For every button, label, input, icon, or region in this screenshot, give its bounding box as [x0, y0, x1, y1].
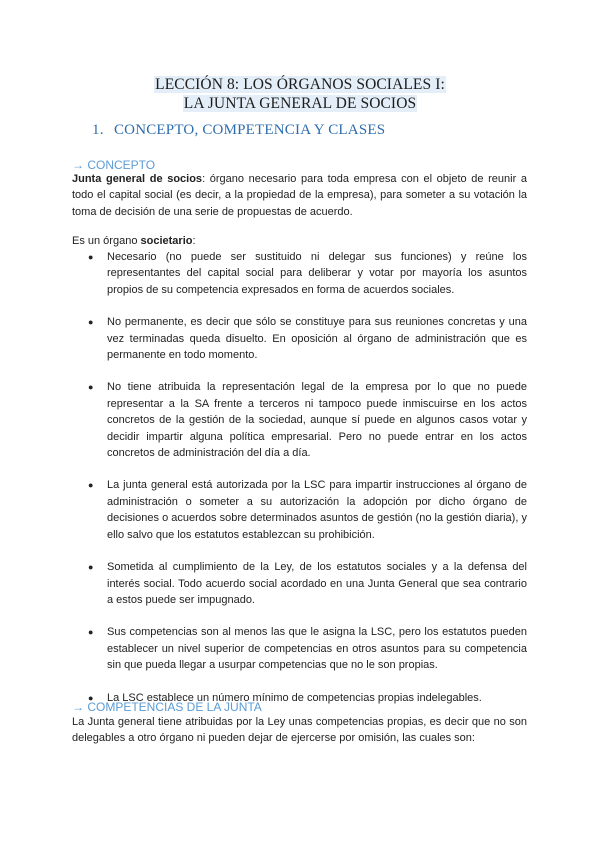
- competencias-heading: → COMPETENCIAS DE LA JUNTA: [72, 700, 262, 714]
- list-item-text: Sus competencias son al menos las que le asigna la LSC, pero los estatutos pueden establecer un nivel superior de competencias en otros asuntos para su competencia sin que pueda llegar a usurpar competencias que no le son propias.: [107, 626, 527, 672]
- bullet-icon: ●: [88, 562, 94, 573]
- list-item-text: Necesario (no puede ser sustituido ni delegar sus funciones) y reúne los representantes del capital social para deliberar y votar por mayoría los asuntos propios de su competencia expresados en forma de acuerdos sociales.: [107, 251, 527, 296]
- list-item-text: Sometida al cumplimiento de la Ley, de los estatutos sociales y a la defensa del interés social. Todo acuerdo social acordado en una Junta General que sea contrario a estos puede ser impugnado.: [107, 561, 527, 606]
- definition-text: : órgano necesario para toda empresa con el objeto de reunir a todo el capital social (es decir, a la propiedad de la empresa), para someter a su votación la toma de decisión de una serie de propuestas de acuerdo.: [72, 173, 527, 218]
- intro-paragraph: [72, 233, 527, 249]
- characteristics-list: [72, 249, 527, 706]
- lesson-title-line1: LECCIÓN 8: LOS ÓRGANOS SOCIALES I:: [155, 76, 445, 93]
- bullet-icon: ●: [88, 317, 94, 328]
- section-heading: [92, 122, 532, 139]
- list-item-text: No tiene atribuida la representación legal de la empresa por lo que no puede representar a la SA frente a terceros ni tampoco puede inmiscuirse en los actos concretos de la gestión de la sociedad, aunque sí puede en algunos casos votar y decidir impartir alguna política empresarial. Pero no puede entrar en los actos concretos de administración del día a día.: [107, 381, 527, 460]
- list-item: [72, 559, 527, 608]
- bullet-icon: ●: [88, 480, 94, 491]
- list-item: [72, 379, 527, 461]
- intro-suffix: :: [192, 235, 196, 247]
- lesson-title: [0, 75, 600, 113]
- concepto-heading: → CONCEPTO: [72, 158, 156, 172]
- definition-term: Junta general de socios: [72, 173, 203, 185]
- list-item-text: La LSC establece un número mínimo de competencias propias indelegables.: [107, 691, 482, 704]
- list-item: [72, 314, 527, 363]
- definition-paragraph: [72, 171, 527, 220]
- bullet-icon: ●: [88, 627, 94, 638]
- list-item-text: La junta general está autorizada por la LSC para impartir instrucciones al órgano de administración o someter a su autorización la adopción por dicho órgano de decisiones o acuerdos sobre determinados asuntos de gestión (no la gestión diaria), y ello salvo que los estatutos establezcan su prohibición.: [107, 479, 527, 541]
- competencias-paragraph: La Junta general tiene atribuidas por la Ley unas competencias propias, es decir que no son delegables a otro órgano ni pueden dejar de ejercerse por omisión, las cuales son:: [72, 716, 527, 745]
- section-title: CONCEPTO, COMPETENCIA Y CLASES: [113, 122, 386, 138]
- intro-bold: societario: [140, 235, 193, 247]
- list-item: [72, 624, 527, 673]
- bullet-icon: ●: [88, 692, 94, 703]
- bullet-icon: ●: [88, 382, 94, 393]
- list-item: [72, 249, 527, 298]
- intro-prefix: Es un órgano: [72, 235, 141, 247]
- list-item-text: No permanente, es decir que sólo se constituye para sus reuniones concretas y una vez terminadas queda disuelto. En oposición al órgano de administración que es permanente en todo momento.: [107, 316, 527, 362]
- bullet-icon: ●: [88, 252, 94, 262]
- lesson-title-line2: LA JUNTA GENERAL DE SOCIOS: [183, 95, 417, 112]
- section-number: 1.: [92, 122, 104, 138]
- list-item: [72, 477, 527, 543]
